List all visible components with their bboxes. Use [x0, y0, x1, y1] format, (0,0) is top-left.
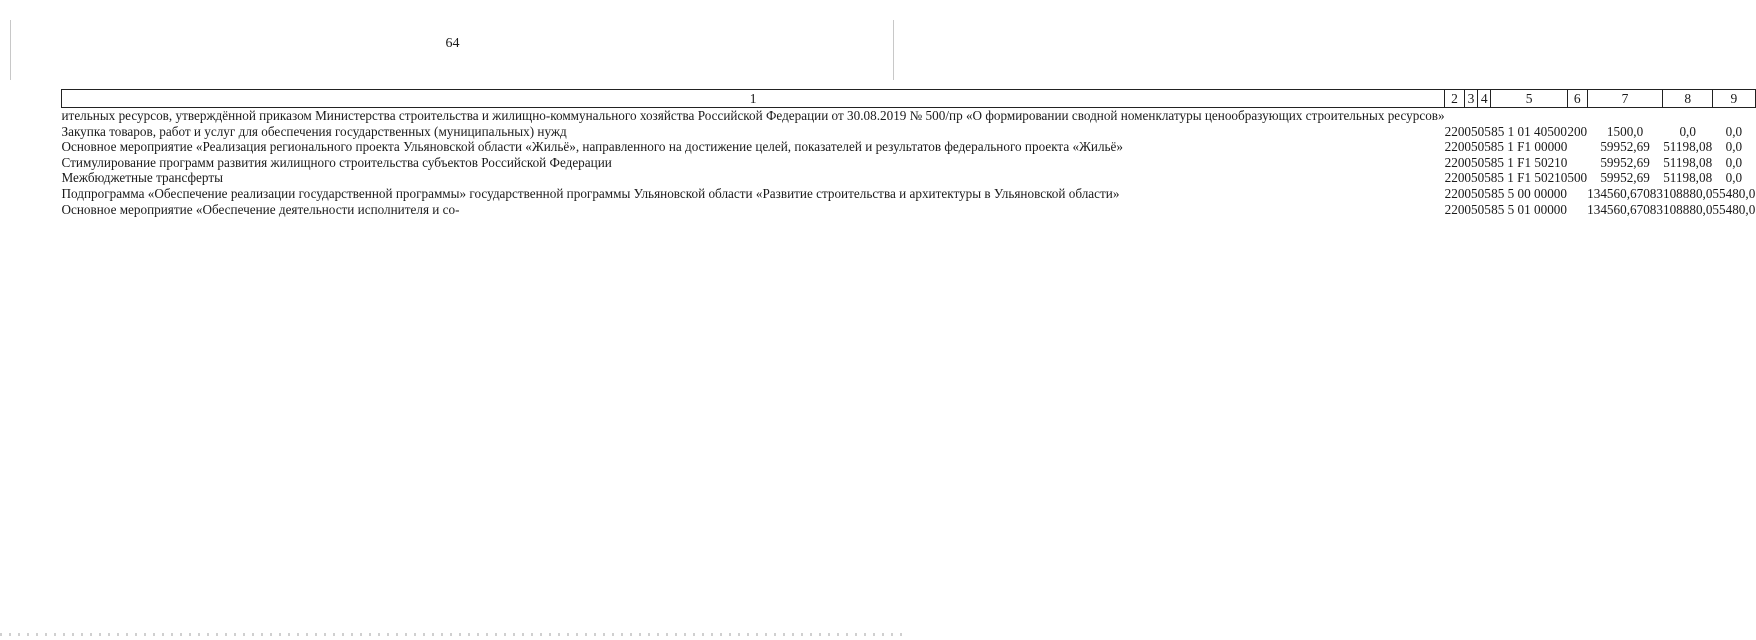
table-row	[62, 170, 1756, 186]
header-cell-8: 8	[1663, 90, 1712, 108]
row-description: Подпрограмма «Обеспечение реализации государственной программы» государственной программы Ульяновской области «Развитие строительства и архитектуры в Ульяновской области»	[61, 185, 1120, 201]
row-col-6	[1567, 108, 1587, 124]
row-col-2: 220	[1444, 123, 1465, 139]
row-col-4: 05	[1477, 139, 1491, 155]
row-col-8: 108880,0	[1662, 201, 1713, 217]
row-col-3	[1464, 108, 1477, 124]
header-cell-3: 3	[1464, 90, 1477, 108]
row-col-3: 05	[1464, 154, 1478, 170]
row-col-4: 05	[1477, 123, 1491, 139]
row-col-4: 05	[1477, 201, 1491, 217]
row-description: Стимулирование программ развития жилищного строительства субъектов Российской Федерации	[61, 154, 612, 170]
row-col-8: 51198,08	[1663, 170, 1713, 186]
row-col-7: 134560,67083	[1587, 201, 1663, 217]
table-row	[62, 108, 1756, 124]
row-col-7: 59952,69	[1600, 139, 1650, 155]
row-col-7: 59952,69	[1600, 154, 1650, 170]
row-description: Основное мероприятие «Реализация регионального проекта Ульяновской области «Жильё», направленного на достижение целей, показателей и результатов федерального проекта «Жильё»	[61, 139, 1124, 155]
row-col-9: 0,0	[1725, 139, 1743, 155]
scan-edge-mark-right	[893, 20, 894, 80]
row-col-4: 05	[1477, 185, 1491, 201]
row-col-4: 05	[1477, 154, 1491, 170]
header-cell-4: 4	[1478, 90, 1491, 108]
header-cell-2: 2	[1445, 90, 1465, 108]
row-col-5: 85 5 01 00000	[1491, 201, 1567, 217]
row-col-3: 05	[1464, 123, 1478, 139]
scan-edge-dots	[0, 633, 905, 636]
row-col-9	[1712, 108, 1755, 124]
row-col-7: 1500,0	[1606, 123, 1644, 139]
row-col-8: 51198,08	[1663, 139, 1713, 155]
row-col-7: 59952,69	[1600, 170, 1650, 186]
row-col-4	[1478, 108, 1491, 124]
row-description: Закупка товаров, работ и услуг для обеспечения государственных (муниципальных) нужд	[61, 123, 567, 139]
row-col-9: 0,0	[1725, 154, 1743, 170]
row-col-2	[1445, 108, 1465, 124]
header-cell-1: 1	[62, 90, 1445, 108]
row-col-2: 220	[1444, 139, 1465, 155]
row-col-2: 220	[1444, 170, 1465, 186]
row-col-6	[1567, 202, 1587, 218]
row-col-6: 200	[1567, 123, 1588, 139]
row-col-3: 05	[1464, 139, 1478, 155]
table-row	[62, 155, 1756, 171]
row-col-2: 220	[1444, 185, 1465, 201]
scan-edge-mark-left	[10, 20, 11, 80]
row-col-9: 55480,0	[1712, 185, 1756, 201]
table-row	[62, 124, 1756, 140]
row-col-3: 05	[1464, 170, 1478, 186]
table-row	[62, 186, 1756, 202]
row-col-8: 0,0	[1679, 123, 1696, 139]
row-col-5	[1491, 108, 1568, 124]
row-col-9: 0,0	[1725, 170, 1743, 186]
row-col-7	[1587, 108, 1663, 124]
row-col-5: 85 5 00 00000	[1491, 185, 1567, 201]
row-col-9: 55480,0	[1712, 201, 1756, 217]
row-col-9: 0,0	[1725, 123, 1743, 139]
row-col-6	[1567, 139, 1587, 155]
row-description: Основное мероприятие «Обеспечение деятельности исполнителя и со-	[61, 201, 460, 217]
row-col-5: 85 1 01 40500	[1491, 123, 1567, 139]
row-col-8: 108880,0	[1662, 185, 1713, 201]
row-col-3: 05	[1464, 201, 1478, 217]
page-number: 64	[445, 36, 460, 51]
header-row	[62, 90, 1756, 108]
row-col-6: 500	[1567, 170, 1588, 186]
row-col-3: 05	[1464, 185, 1478, 201]
row-col-6	[1567, 155, 1587, 171]
table-row	[62, 139, 1756, 155]
row-col-5: 85 1 F1 50210	[1490, 154, 1568, 170]
header-cell-6: 6	[1567, 90, 1587, 108]
header-cell-5: 5	[1491, 90, 1568, 108]
header-cell-9: 9	[1712, 90, 1755, 108]
row-col-4: 05	[1477, 170, 1491, 186]
budget-table	[61, 89, 1756, 217]
header-cell-7: 7	[1587, 90, 1663, 108]
row-col-2: 220	[1444, 201, 1465, 217]
table-row	[62, 202, 1756, 218]
row-col-2: 220	[1444, 154, 1465, 170]
row-col-8: 51198,08	[1663, 154, 1713, 170]
row-col-8	[1663, 108, 1712, 124]
row-col-5: 85 1 F1 00000	[1490, 139, 1568, 155]
row-description: Межбюджетные трансферты	[61, 170, 223, 186]
row-col-6	[1567, 186, 1587, 202]
row-description: ительных ресурсов, утверждённой приказом Министерства строительства и жилищно-коммунального хозяйства Российской Федерации от 30.08.2019 № 500/пр «О формировании сводной номенклатуры ценообразующих строительных ресурсов»	[61, 108, 1445, 123]
row-col-7: 134560,67083	[1587, 185, 1663, 201]
row-col-5: 85 1 F1 50210	[1490, 170, 1568, 186]
